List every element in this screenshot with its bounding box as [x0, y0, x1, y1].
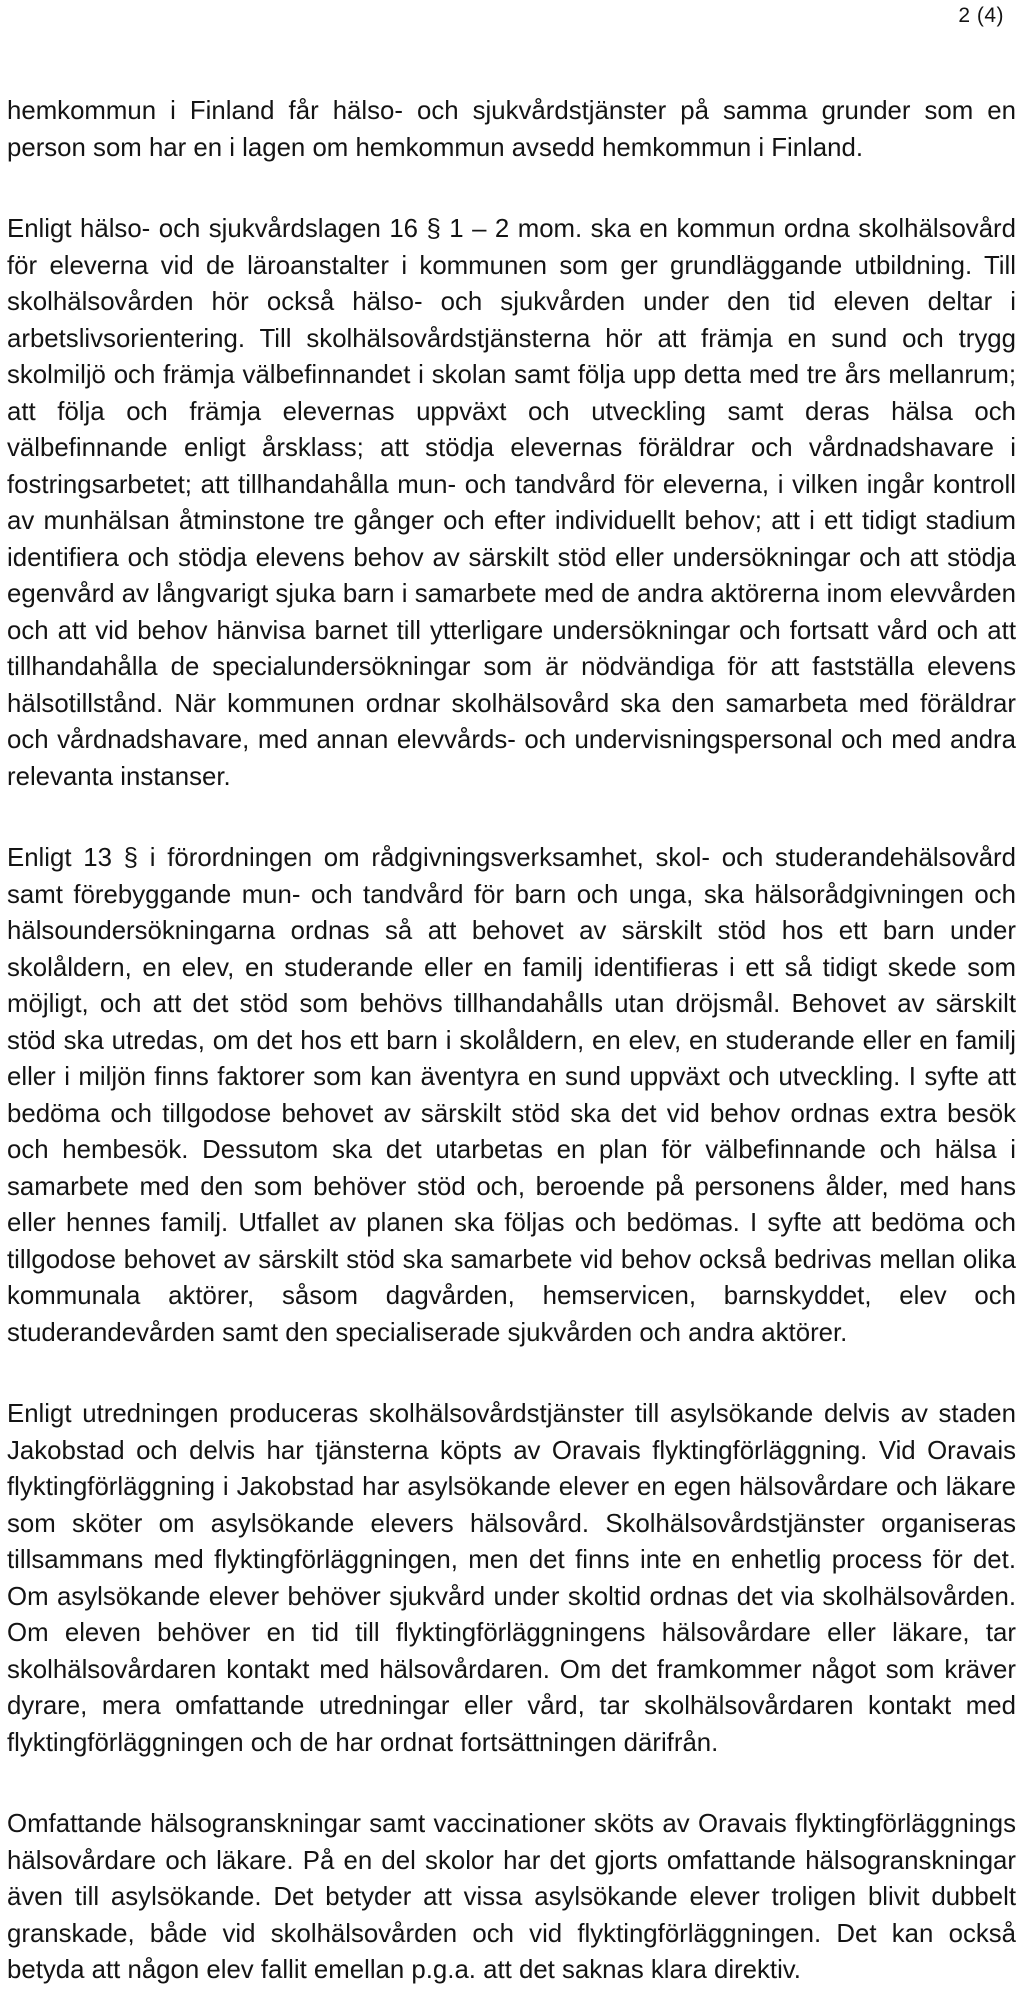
page-number: 2 (4) [958, 4, 1004, 27]
document-body [7, 93, 1016, 1989]
paragraph-halsogranskningar: Omfattande hälsogranskningar samt vaccinationer sköts av Oravais flyktingförläggnings hälsovårdare och läkare. På en del skolor har det gjorts omfattande hälsogranskningar även till asylsökande. Det betyder att vissa asylsökande elever troligen blivit dubbelt granskade, både vid skolhälsovården och vid flyktingförläggningen. Det kan också betyda att någon elev fallit emellan p.g.a. att det saknas klara direktiv. [7, 1810, 1016, 1984]
paragraph-halso-och-sjukvardslagen: Enligt hälso- och sjukvårdslagen 16 § 1 – 2 mom. ska en kommun ordna skolhälsovård för eleverna vid de läroanstalter i kommunen som ger grundläggande utbildning. Till skolhälsovården hör också hälso- och sjukvården under den tid eleven deltar i arbetslivsorientering. Till skolhälsovårdstjänsterna hör att främja en sund och trygg skolmiljö och främja välbefinnandet i skolan samt följa upp detta med tre års mellanrum; att följa och främja elevernas uppväxt och utveckling samt deras hälsa och välbefinnande enligt årsklass; att stödja elevernas föräldrar och vårdnadshavare i fostringsarbetet; att tillhandahålla mun- och tandvård för eleverna, i vilken ingår kontroll av munhälsan åtminstone tre gånger och efter individuellt behov; att i ett tidigt stadium identifiera och stödja elevens behov av särskilt stöd eller undersökningar och att stödja egenvård av långvarigt sjuka barn i samarbete med de andra aktörerna inom elevvården och att vid behov hänvisa barnet till ytterligare undersökningar och fortsatt vård och att tillhandahålla de specialundersökningar som är nödvändiga för att fastställa elevens hälsotillstånd. När kommunen ordnar skolhälsovård ska den samarbeta med föräldrar och vårdnadshavare, med annan elevvårds- och undervisningspersonal och med andra relevanta instanser. [7, 215, 1016, 791]
paragraph-utredningen: Enligt utredningen produceras skolhälsovårdstjänster till asylsökande delvis av staden Jakobstad och delvis har tjänsterna köpts av Oravais flyktingförläggning. Vid Oravais flyktingförläggning i Jakobstad har asylsökande elever en egen hälsovårdare och läkare som sköter om asylsökande elevers hälsovård. Skolhälsovårdstjänster organiseras tillsammans med flyktingförläggningen, men det finns inte en enhetlig process för det. Om asylsökande elever behöver sjukvård under skoltid ordnas det via skolhälsovården. Om eleven behöver en tid till flyktingförläggningens hälsovårdare eller läkare, tar skolhälsovårdaren kontakt med hälsovårdaren. Om det framkommer något som kräver dyrare, mera omfattande utredningar eller vård, tar skolhälsovårdaren kontakt med flyktingförläggningen och de har ordnat fortsättningen därifrån. [7, 1400, 1016, 1757]
paragraph-hemkommun: hemkommun i Finland får hälso- och sjukvårdstjänster på samma grunder som en person som har en i lagen om hemkommun avsedd hemkommun i Finland. [7, 97, 1016, 162]
paragraph-forordningen-13: Enligt 13 § i förordningen om rådgivningsverksamhet, skol- och studerandehälsovård samt förebyggande mun- och tandvård för barn och unga, ska hälsorådgivningen och hälsoundersökningarna ordnas så att behovet av särskilt stöd hos ett barn under skolåldern, en elev, en studerande eller en familj identifieras i ett så tidigt skede som möjligt, och att det stöd som behövs tillhandahålls utan dröjsmål. Behovet av särskilt stöd ska utredas, om det hos ett barn i skolåldern, en elev, en studerande eller en familj eller i miljön finns faktorer som kan äventyra en sund uppväxt och utveckling. I syfte att bedöma och tillgodose behovet av särskilt stöd ska det vid behov ordnas extra besök och hembesök. Dessutom ska det utarbetas en plan för välbefinnande och hälsa i samarbete med den som behöver stöd och, beroende på personens ålder, med hans eller hennes familj. Utfallet av planen ska följas och bedömas. I syfte att bedöma och tillgodose behovet av särskilt stöd ska samarbete vid behov också bedrivas mellan olika kommunala aktörer, såsom dagvården, hemservicen, barnskyddet, elev och studerandevården samt den specialiserade sjukvården och andra aktörer. [7, 844, 1016, 1347]
